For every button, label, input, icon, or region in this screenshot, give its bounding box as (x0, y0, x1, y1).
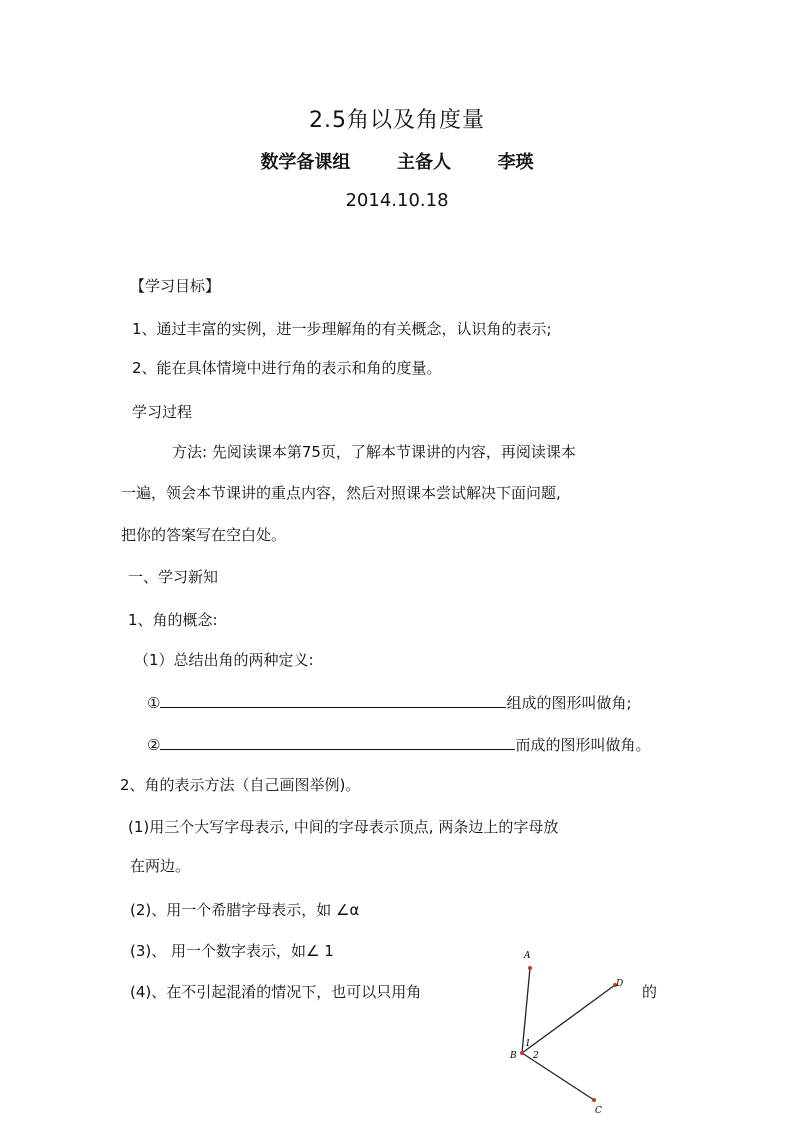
method-line-1: 方法: 先阅读课本第75页，了解本节课讲的内容，再阅读课本 (172, 443, 576, 461)
date: 2014.10.18 (345, 190, 449, 211)
ray-bd (522, 985, 615, 1053)
point-b (520, 1051, 524, 1055)
preparer-label: 主备人 (397, 152, 451, 173)
preparer-name: 李瑛 (497, 152, 534, 173)
label-angle-2: 2 (533, 1051, 539, 1061)
definition-2-tail: 而成的图形叫做角。 (515, 736, 651, 754)
definition-1-blank[interactable] (160, 691, 506, 708)
goal-item-2: 2、能在具体情境中进行角的表示和角的度量。 (132, 359, 442, 377)
process-heading: 学习过程 (132, 403, 193, 421)
method-line-2: 一遍，领会本节课讲的重点内容，然后对照课本尝试解决下面问题, (121, 484, 561, 502)
label-d: D (616, 979, 624, 989)
definition-1-marker: ① (147, 694, 161, 712)
section2-heading: 2、角的表示方法（自己画图举例)。 (120, 776, 361, 794)
notation-item-4-tail: 的 (642, 983, 658, 1001)
point-a (528, 966, 532, 970)
label-a: A (524, 951, 531, 961)
definition-2-marker: ② (147, 736, 161, 754)
group-name: 数学备课组 (260, 152, 351, 173)
label-c: C (595, 1106, 602, 1116)
concept-heading: 1、角的概念: (128, 611, 218, 629)
definition-1 (147, 691, 632, 713)
angle-figure (500, 945, 650, 1120)
author-line (0, 148, 794, 174)
method-line-3: 把你的答案写在空白处。 (121, 526, 287, 544)
definition-2 (147, 733, 650, 755)
label-angle-1: 1 (525, 1039, 531, 1049)
definition-2-blank[interactable] (160, 733, 515, 750)
goals-heading: 【学习目标】 (130, 277, 221, 295)
label-b: B (510, 1051, 517, 1061)
notation-item-1-line-1: (1)用三个大写字母表示, 中间的字母表示顶点, 两条边上的字母放 (128, 818, 559, 836)
definition-prompt: （1）总结出角的两种定义: (134, 651, 314, 669)
point-c (592, 1098, 596, 1102)
notation-item-2: (2)、用一个希腊字母表示，如 ∠α (130, 901, 360, 919)
section1-heading: 一、学习新知 (128, 568, 219, 586)
definition-1-tail: 组成的图形叫做角; (506, 694, 632, 712)
notation-item-3: (3)、 用一个数字表示，如∠ 1 (130, 942, 334, 960)
notation-item-1-line-2: 在两边。 (130, 857, 191, 875)
notation-item-4: (4)、在不引起混淆的情况下，也可以只用角 (130, 983, 422, 1001)
page-title: 2.5角以及角度量 (309, 108, 485, 133)
goal-item-1: 1、通过丰富的实例，进一步理解角的有关概念，认识角的表示; (132, 320, 552, 338)
